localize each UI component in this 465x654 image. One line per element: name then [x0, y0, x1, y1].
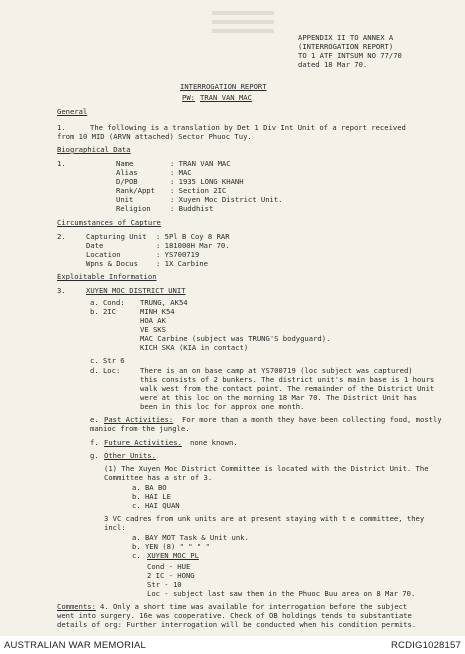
platoon-detail: Loc - subject last saw them in the Phuoc Buu area on 8 Mar 70.: [147, 589, 416, 598]
item-b-line: VE SKS: [140, 325, 166, 334]
item-b-label: b. 2IC: [90, 307, 116, 316]
item-e-title: Past Activities:: [104, 415, 174, 424]
item-f-label: f.: [90, 438, 99, 447]
general-line-2: from 10 MID (ARVN attached) Sector Phuoc Tuy.: [57, 132, 252, 141]
general-line-1: The following is a translation by Det 1 Div Int Unit of a report received: [90, 123, 406, 132]
committee-member: a. BA BO: [132, 483, 167, 492]
capture-value: : YS700719: [156, 250, 200, 259]
appendix-line-2: (INTERROGATION REPORT): [298, 42, 394, 51]
item-g-title: Other Units.: [104, 451, 156, 460]
bio-label: Name: [116, 159, 134, 168]
bio-value: : Xuyen Moc District Unit.: [170, 195, 283, 204]
item-f-text: none known.: [190, 438, 238, 447]
bio-label: Unit: [116, 195, 134, 204]
faded-stamp: [208, 6, 278, 40]
cadre-b: b. YEN (8) " " " ": [132, 542, 210, 551]
item-e-line-2: manioc from the jungle.: [90, 424, 190, 433]
item-b-line: MAC Carbine (subject was TRUNG'S bodyguard).: [140, 334, 331, 343]
item-c-label: c. Str 6: [90, 356, 125, 365]
item-a-value: TRUNG, AK54: [140, 298, 188, 307]
item-b-line: MINH K54: [140, 307, 175, 316]
committee-member: c. HAI QUAN: [132, 501, 180, 510]
report-title: INTERROGATION REPORT: [180, 82, 267, 91]
item-d-line: this consists of 2 bunkers. The district unit's main base is 1 hours: [140, 375, 435, 384]
pw-name: TRAN VAN MAC: [200, 93, 252, 102]
committee-member: b. HAI LE: [132, 492, 171, 501]
appendix-line-3: TO 1 ATF INTSUM NO 77/70: [298, 51, 402, 60]
item-a-label: a. Cond:: [90, 298, 125, 307]
exploit-heading: Exploitable Information: [57, 272, 157, 281]
archive-footer: [0, 636, 465, 654]
capture-label: Capturing Unit: [86, 232, 147, 241]
item-b-line: KICH SKA (KIA in contact): [140, 343, 249, 352]
appendix-line-4: dated 18 Mar 70.: [298, 60, 368, 69]
capture-value: : 181000H Mar 70.: [156, 241, 230, 250]
item-e-label: e.: [90, 415, 99, 424]
bio-label: Alias: [116, 168, 138, 177]
capture-value: : 1X Carbine: [156, 259, 208, 268]
capture-label: Date: [86, 241, 104, 250]
bio-value: : MAC: [170, 168, 192, 177]
platoon-detail: Str - 10: [147, 580, 182, 589]
platoon-detail: Cond - HUE: [147, 562, 191, 571]
comments-line-2: went into surgery. 16e was cooperative. Check of OB holdings tends to substantiate: [57, 611, 412, 620]
bio-label: D/POB: [116, 177, 138, 186]
cadre-a: a. BAY MOT Task & Unit unk.: [132, 533, 249, 542]
general-heading: General: [57, 107, 88, 116]
capture-number: 2.: [57, 232, 66, 241]
exploit-number: 3.: [57, 286, 66, 295]
bio-value: : Buddhist: [170, 204, 214, 213]
appendix-line-1: APPENDIX II TO ANNEX A: [298, 33, 394, 42]
item-f-title: Future Activities.: [104, 438, 182, 447]
comments-line-1: 4. Only a short time was available for interrogation before the subject: [100, 602, 408, 611]
pw-label: PW:: [182, 93, 195, 102]
item-d-line: been in this loc for approx one month.: [140, 402, 305, 411]
archive-name: AUSTRALIAN WAR MEMORIAL: [4, 640, 147, 651]
item-g3-line-2: incl:: [104, 523, 126, 532]
cadre-c-title: XUYEN MOC PL: [147, 551, 199, 560]
bio-heading: Biographical Data: [57, 145, 131, 154]
comments-label: Comments:: [57, 602, 96, 611]
item-g-label: g.: [90, 451, 99, 460]
item-g1-line-1: (1) The Xuyen Moc District Committee is located with the District Unit. The: [104, 464, 429, 473]
bio-label: Religion: [116, 204, 151, 213]
bio-value: : Section 2IC: [170, 186, 227, 195]
bio-value: : 1935 LONG KHANH: [170, 177, 244, 186]
item-e-line-1: For more than a month they have been collecting food, mostly: [182, 415, 442, 424]
capture-value: : 5Pl B Coy 8 RAR: [156, 232, 230, 241]
cadre-c-label: c.: [132, 551, 141, 560]
capture-label: Wpns & Docus: [86, 259, 138, 268]
item-d-label: d. Loc:: [90, 366, 121, 375]
item-d-line: walk west from the contact point. The remainder of the District Unit: [140, 384, 435, 393]
item-d-line: There is an on base camp at YS700719 (loc subject was captured): [140, 366, 413, 375]
capture-heading: Circumstances of Capture: [57, 218, 161, 227]
capture-label: Location: [86, 250, 121, 259]
bio-label: Rank/Appt: [116, 186, 155, 195]
bio-number: 1.: [57, 159, 66, 168]
bio-value: : TRAN VAN MAC: [170, 159, 231, 168]
item-g3-line-1: 3 VC cadres from unk units are at present staying with t e committee, they: [104, 514, 425, 523]
platoon-detail: 2 IC - HONG: [147, 571, 195, 580]
archive-reference: RCDIG1028157: [391, 640, 461, 651]
general-number: 1.: [57, 123, 66, 132]
unit-heading: XUYEN MOC DISTRICT UNIT: [86, 286, 186, 295]
item-g1-line-2: Committee has a str of 3.: [104, 473, 213, 482]
comments-line-3: details of org: Further interrogation will be conducted when his condition permits.: [57, 620, 417, 629]
item-d-line: were at this loc on the morning 18 Mar 70. The District Unit has: [140, 393, 417, 402]
item-b-line: HOA AK: [140, 316, 166, 325]
